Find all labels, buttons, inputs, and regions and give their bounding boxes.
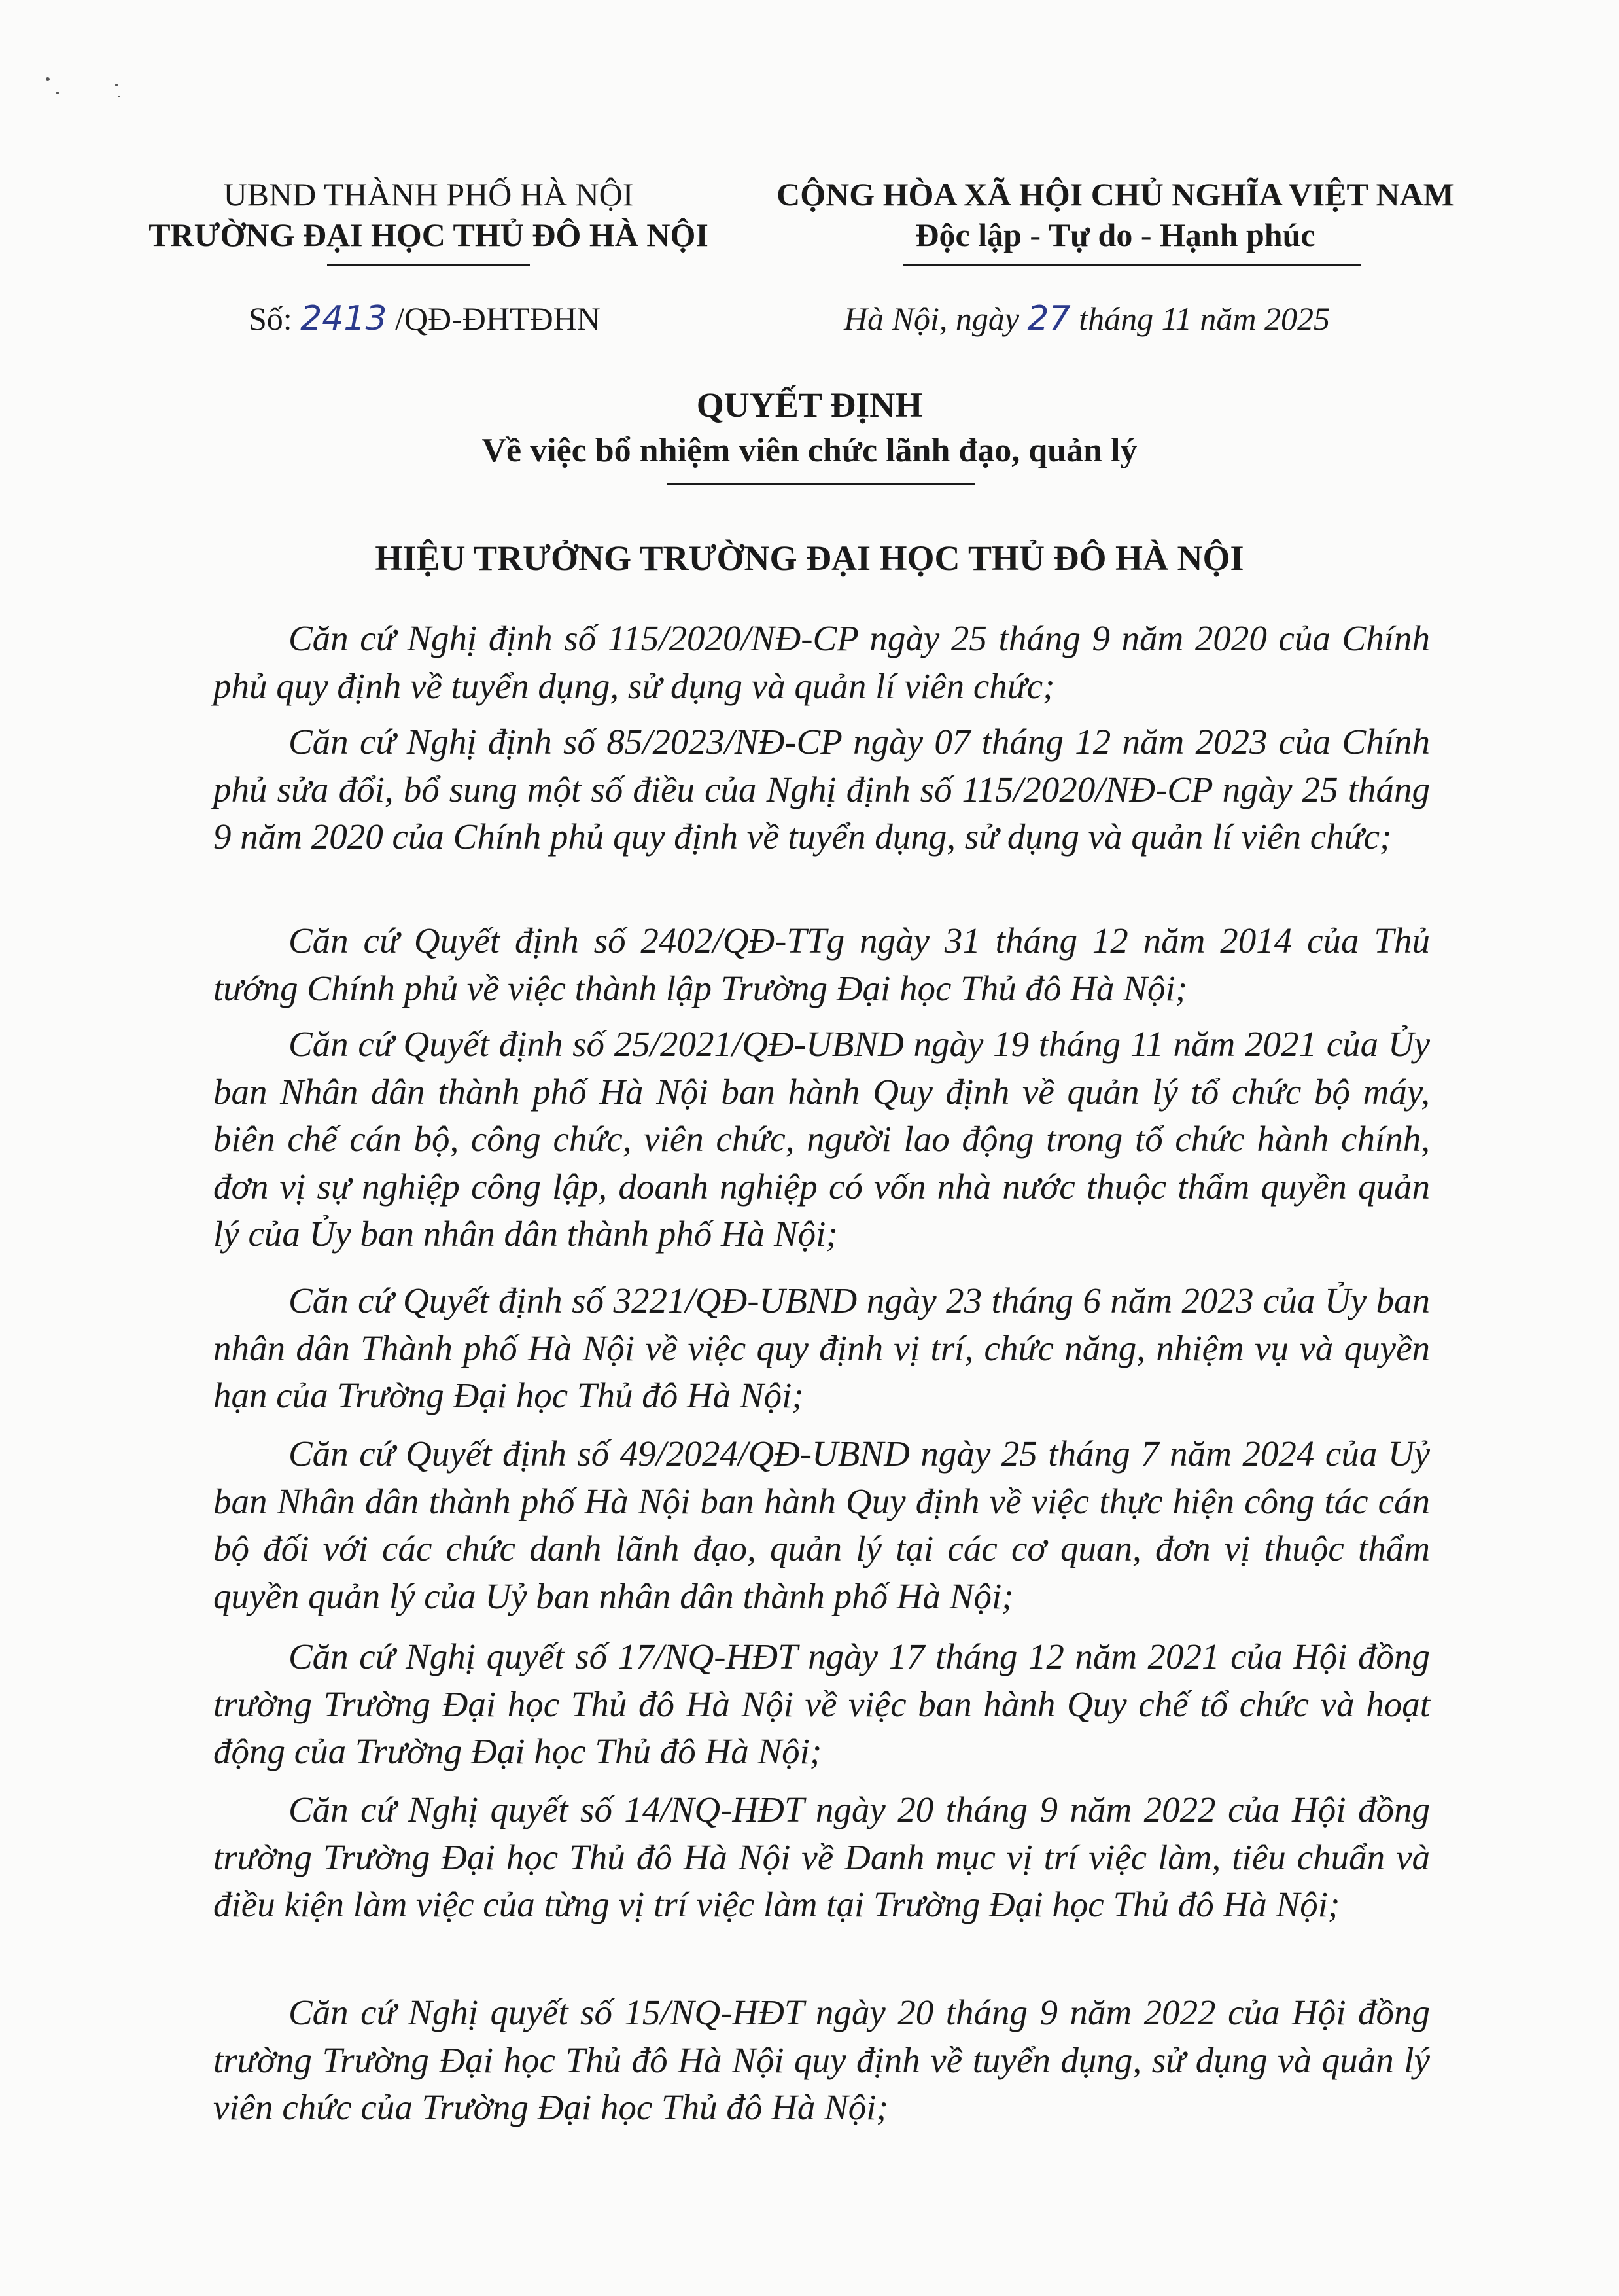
date-prefix: Hà Nội, ngày <box>844 300 1020 337</box>
legal-basis-paragraph: Căn cứ Quyết định số 3221/QĐ-UBND ngày 23 tháng 6 năm 2023 của Ủy ban nhân dân Thành phố Hà Nội về việc quy định vị trí, chức năng, nhiệm vụ và quyền hạn của Trường Đại học Thủ đô Hà Nội; <box>213 1280 1430 1415</box>
scan-speck <box>46 77 50 81</box>
scan-speck <box>56 92 59 94</box>
issuer-heading: HIỆU TRƯỞNG TRƯỜNG ĐẠI HỌC THỦ ĐÔ HÀ NỘI <box>375 539 1244 578</box>
legal-basis-paragraph: Căn cứ Nghị quyết số 14/NQ-HĐT ngày 20 tháng 9 năm 2022 của Hội đồng trường Trường Đại học Thủ đô Hà Nội về Danh mục vị trí việc làm, tiêu chuẩn và điều kiện làm việc của từng vị trí việc làm tại Trường Đại học Thủ đô Hà Nội; <box>213 1790 1430 1924</box>
legal-basis-paragraph: Căn cứ Nghị quyết số 17/NQ-HĐT ngày 17 tháng 12 năm 2021 của Hội đồng trường Trường Đại học Thủ đô Hà Nội về việc ban hành Quy chế tổ chức và hoạt động của Trường Đại học Thủ đô Hà Nội; <box>213 1636 1430 1771</box>
legal-basis-paragraph: Căn cứ Nghị định số 115/2020/NĐ-CP ngày 25 tháng 9 năm 2020 của Chính phủ quy định về tuyển dụng, sử dụng và quản lí viên chức; <box>213 618 1430 706</box>
nation-line-2: Độc lập - Tự do - Hạnh phúc <box>915 217 1315 253</box>
date-suffix: tháng 11 năm 2025 <box>1079 300 1331 337</box>
national-motto <box>739 174 1491 255</box>
scan-speck <box>115 84 118 86</box>
date-handwritten-day: 27 <box>1027 299 1071 338</box>
subject-underline <box>667 483 975 485</box>
nation-line-1: CỘNG HÒA XÃ HỘI CHỦ NGHĨA VIỆT NAM <box>776 176 1454 213</box>
scan-speck <box>118 96 120 97</box>
legal-basis-paragraph: Căn cứ Nghị quyết số 15/NQ-HĐT ngày 20 tháng 9 năm 2022 của Hội đồng trường Trường Đại học Thủ đô Hà Nội quy định về tuyển dụng, sử dụng và quản lý viên chức của Trường Đại học Thủ đô Hà Nội; <box>213 1992 1430 2127</box>
decision-title: QUYẾT ĐỊNH <box>696 385 923 425</box>
doc-number-prefix: Số: <box>249 300 292 337</box>
legal-basis-paragraph: Căn cứ Quyết định số 2402/QĐ-TTg ngày 31 tháng 12 năm 2014 của Thủ tướng Chính phủ về việc thành lập Trường Đại học Thủ đô Hà Nội; <box>213 921 1430 1008</box>
doc-number-suffix: /QĐ-ĐHTĐHN <box>395 300 601 337</box>
issuing-authority <box>118 174 739 255</box>
doc-number-handwritten: 2413 <box>300 299 387 338</box>
legal-basis-paragraph: Căn cứ Quyết định số 49/2024/QĐ-UBND ngày 25 tháng 7 năm 2024 của Uỷ ban Nhân dân thành phố Hà Nội ban hành Quy định về việc thực hiện công tác cán bộ đối với các chức danh lãnh đạo, quản lý tại các cơ quan, đơn vị thuộc thẩm quyền quản lý của Uỷ ban nhân dân thành phố Hà Nội; <box>213 1434 1430 1616</box>
authority-underline <box>327 264 530 266</box>
authority-line-1: UBND THÀNH PHỐ HÀ NỘI <box>223 176 634 213</box>
legal-basis-paragraph: Căn cứ Nghị định số 85/2023/NĐ-CP ngày 07 tháng 12 năm 2023 của Chính phủ sửa đổi, bổ sung một số điều của Nghị định số 115/2020/NĐ-CP ngày 25 tháng 9 năm 2020 của Chính phủ quy định về tuyển dụng, sử dụng và quản lí viên chức; <box>213 722 1430 857</box>
motto-underline <box>903 264 1361 266</box>
document-number <box>249 298 601 339</box>
legal-basis-paragraph: Căn cứ Quyết định số 25/2021/QĐ-UBND ngày 19 tháng 11 năm 2021 của Ủy ban Nhân dân thành phố Hà Nội ban hành Quy định về quản lý tổ chức bộ máy, biên chế cán bộ, công chức, viên chức, người lao động trong tổ chức hành chính, đơn vị sự nghiệp công lập, doanh nghiệp có vốn nhà nước thuộc thẩm quyền quản lý của Ủy ban nhân dân thành phố Hà Nội; <box>213 1024 1430 1254</box>
decision-subject: Về việc bổ nhiệm viên chức lãnh đạo, quản lý <box>481 432 1138 469</box>
authority-line-2: TRƯỜNG ĐẠI HỌC THỦ ĐÔ HÀ NỘI <box>148 217 708 253</box>
date-line <box>844 298 1330 339</box>
